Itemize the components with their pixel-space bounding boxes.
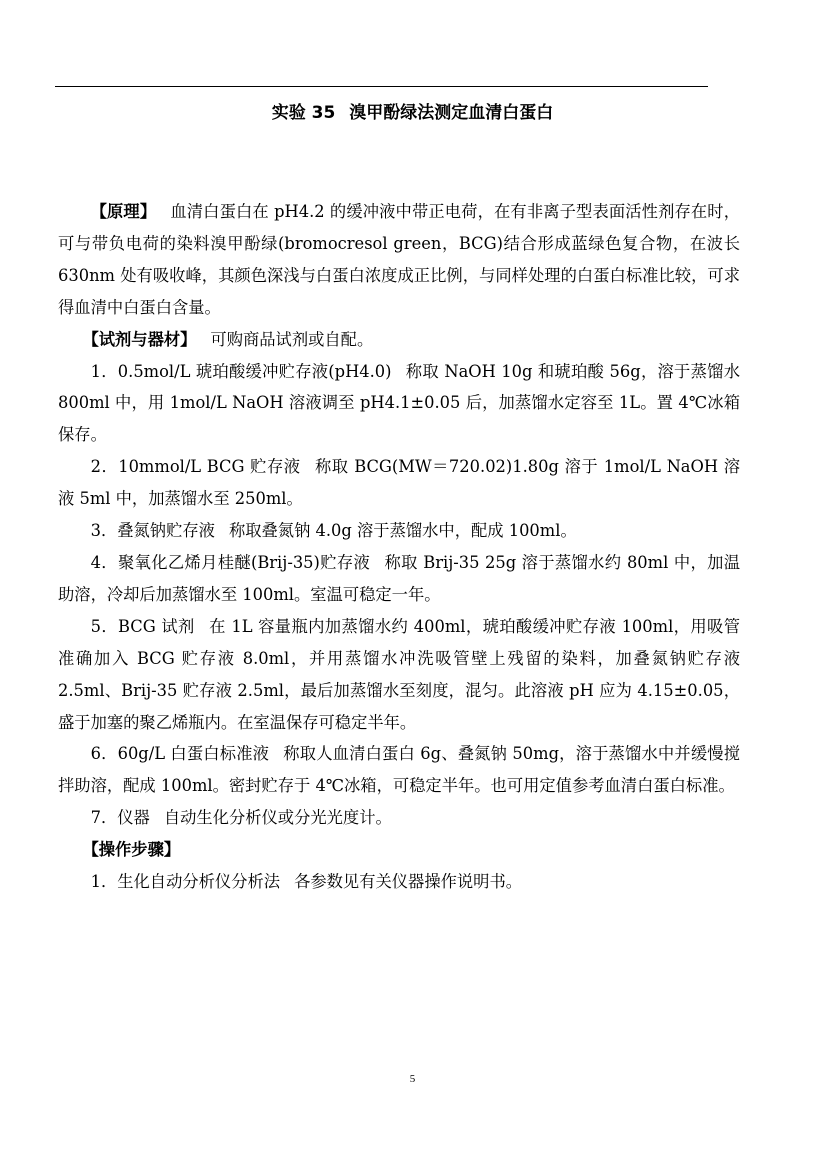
reagent-number: 3．	[90, 521, 118, 541]
reagent-name: 10mmol/L BCG 贮存液	[118, 457, 301, 477]
procedure-heading-line	[58, 834, 740, 866]
procedure-text: 各参数见有关仪器操作说明书。	[294, 872, 523, 892]
reagent-number: 7．	[90, 808, 118, 828]
principle-paragraph	[58, 196, 740, 324]
principle-text: 血清白蛋白在 pH4.2 的缓冲液中带正电荷，在有非离子型表面活性剂存在时，可与带负电荷的染料溴甲酚绿(bromocresol green，BCG)结合形成蓝绿色复合物，在波长 630nm 处有吸收峰，其颜色深浅与白蛋白浓度成正比例，与同样处理的白蛋白标准比较，可求得血清中白蛋白含量。	[58, 202, 740, 317]
reagent-name: 0.5mol/L 琥珀酸缓冲贮存液(pH4.0)	[117, 361, 392, 381]
page-number: 5	[409, 1073, 416, 1085]
reagent-number: 2．	[90, 457, 119, 477]
procedure-name: 生化自动分析仪分析法	[117, 872, 281, 892]
reagent-text: 称取人血清白蛋白 6g、叠氮钠 50mg，溶于蒸馏水中并缓慢搅拌助溶，配成 100ml。密封贮存于 4℃冰箱，可稳定半年。也可用定值参考血清白蛋白标准。	[58, 744, 741, 796]
reagent-name: 叠氮钠贮存液	[117, 521, 215, 541]
reagent-number: 1．	[90, 361, 118, 381]
reagent-item	[58, 738, 740, 802]
reagent-number: 5．	[90, 616, 119, 636]
reagent-item	[58, 451, 740, 515]
reagent-name: BCG 试剂	[118, 616, 195, 636]
experiment-title: 溴甲酚绿法测定血清白蛋白	[349, 103, 554, 123]
reagent-name: 60g/L 白蛋白标准液	[117, 744, 270, 764]
reagent-item	[58, 356, 740, 452]
experiment-label: 实验 35	[271, 103, 336, 123]
document-body	[58, 196, 740, 898]
reagent-item	[58, 515, 740, 547]
reagent-name: 聚氧化乙烯月桂醚(Brij-35)贮存液	[117, 552, 371, 572]
reagent-item	[58, 547, 740, 611]
reagent-item	[58, 611, 740, 739]
procedure-heading: 【操作步骤】	[82, 840, 181, 860]
procedure-number: 1．	[90, 872, 118, 892]
reagents-heading-line	[58, 324, 740, 356]
reagent-item	[58, 802, 740, 834]
reagent-text: 称取 BCG(MW＝720.02)1.80g 溶于 1mol/L NaOH 溶液 5ml 中，加蒸馏水至 250ml。	[58, 457, 741, 509]
reagent-text: 自动生化分析仪或分光光度计。	[163, 808, 392, 828]
reagent-text: 在 1L 容量瓶内加蒸馏水约 400ml，琥珀酸缓冲贮存液 100ml，用吸管准确加入 BCG 贮存液 8.0ml，并用蒸馏水冲洗吸管壁上残留的染料，加叠氮钠贮存液 2.5ml、Brij-35 贮存液 2.5ml，最后加蒸馏水至刻度，混匀。此溶液 pH 应为 4.15±0.05，盛于加塞的聚乙烯瓶内。在室温保存可稳定半年。	[58, 616, 741, 732]
reagents-heading: 【试剂与器材】	[82, 329, 197, 349]
reagent-text: 称取 Brij-35 25g 溶于蒸馏水约 80ml 中，加温助溶，冷却后加蒸馏水至 100ml。室温可稳定一年。	[58, 552, 740, 604]
reagent-number: 6．	[90, 744, 118, 764]
principle-heading: 【原理】	[90, 202, 157, 221]
page-title	[0, 101, 825, 125]
reagent-text: 称取 NaOH 10g 和琥珀酸 56g，溶于蒸馏水 800ml 中，用 1mol/L NaOH 溶液调至 pH4.1±0.05 后，加蒸馏水定容至 1L。置 4℃冰箱保存。	[58, 361, 741, 445]
reagent-text: 称取叠氮钠 4.0g 溶于蒸馏水中，配成 100ml。	[228, 521, 577, 541]
reagents-intro: 可购商品试剂或自配。	[210, 329, 374, 349]
header-rule	[55, 86, 708, 87]
reagent-number: 4．	[90, 552, 118, 572]
procedure-item	[58, 866, 740, 898]
reagent-name: 仪器	[117, 808, 150, 828]
